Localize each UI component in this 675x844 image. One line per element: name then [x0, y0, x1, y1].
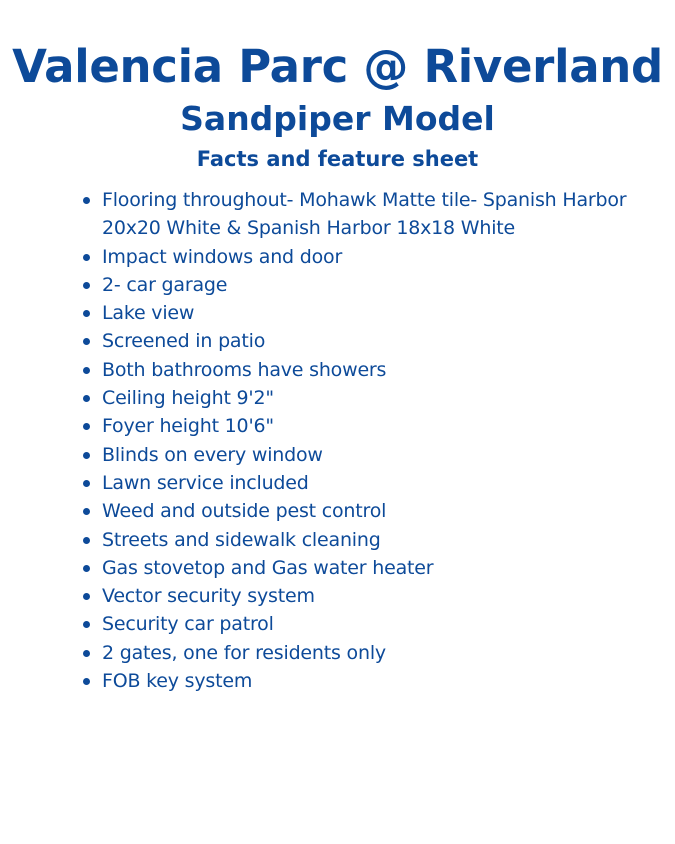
feature-text: Lawn service included: [102, 471, 309, 494]
bullet-icon: [83, 367, 90, 374]
sheet-caption: Facts and feature sheet: [196, 147, 479, 171]
bullet-icon: [83, 678, 90, 685]
bullet-icon: [83, 650, 90, 657]
list-item: [102, 582, 642, 610]
bullet-icon: [83, 282, 90, 289]
feature-text: Vector security system: [102, 585, 315, 608]
bullet-icon: [83, 565, 90, 572]
list-item: [102, 469, 642, 497]
bullet-icon: [83, 593, 90, 600]
list-item: [102, 186, 642, 243]
list-item: [102, 554, 642, 582]
page-title: Valencia Parc @ Riverland: [12, 40, 663, 93]
bullet-icon: [83, 254, 90, 261]
feature-text: 2- car garage: [102, 273, 228, 296]
list-item: [102, 327, 642, 355]
bullet-icon: [83, 537, 90, 544]
list-item: [102, 667, 642, 695]
bullet-icon: [83, 452, 90, 459]
feature-text: Weed and outside pest control: [102, 500, 387, 523]
feature-text: FOB key system: [102, 670, 253, 693]
feature-text: Flooring throughout- Mohawk Matte tile- Spanish Harbor 20x20 White & Spanish Harbor 18x18 White: [102, 189, 627, 240]
feature-text: Screened in patio: [102, 330, 266, 353]
feature-text: Impact windows and door: [102, 245, 343, 268]
bullet-icon: [83, 310, 90, 317]
bullet-icon: [83, 508, 90, 515]
list-item: [102, 384, 642, 412]
list-item: [102, 497, 642, 525]
bullet-icon: [83, 480, 90, 487]
feature-text: Both bathrooms have showers: [102, 358, 387, 381]
list-item: [102, 412, 642, 440]
list-item: [102, 526, 642, 554]
model-subtitle: Sandpiper Model: [180, 99, 495, 138]
list-item: [102, 610, 642, 638]
feature-text: Streets and sidewalk cleaning: [102, 528, 381, 551]
list-item: [102, 441, 642, 469]
bullet-icon: [83, 423, 90, 430]
feature-text: Lake view: [102, 302, 195, 325]
list-item: [102, 356, 642, 384]
bullet-icon: [83, 338, 90, 345]
list-item: [102, 271, 642, 299]
feature-text: Blinds on every window: [102, 443, 323, 466]
feature-text: Ceiling height 9'2": [102, 387, 274, 410]
feature-text: Foyer height 10'6": [102, 415, 274, 438]
feature-list: [102, 186, 642, 695]
list-item: [102, 299, 642, 327]
feature-text: Security car patrol: [102, 613, 274, 636]
bullet-icon: [83, 197, 90, 204]
list-item: [102, 243, 642, 271]
feature-text: Gas stovetop and Gas water heater: [102, 556, 434, 579]
feature-text: 2 gates, one for residents only: [102, 641, 386, 664]
bullet-icon: [83, 395, 90, 402]
list-item: [102, 639, 642, 667]
bullet-icon: [83, 621, 90, 628]
